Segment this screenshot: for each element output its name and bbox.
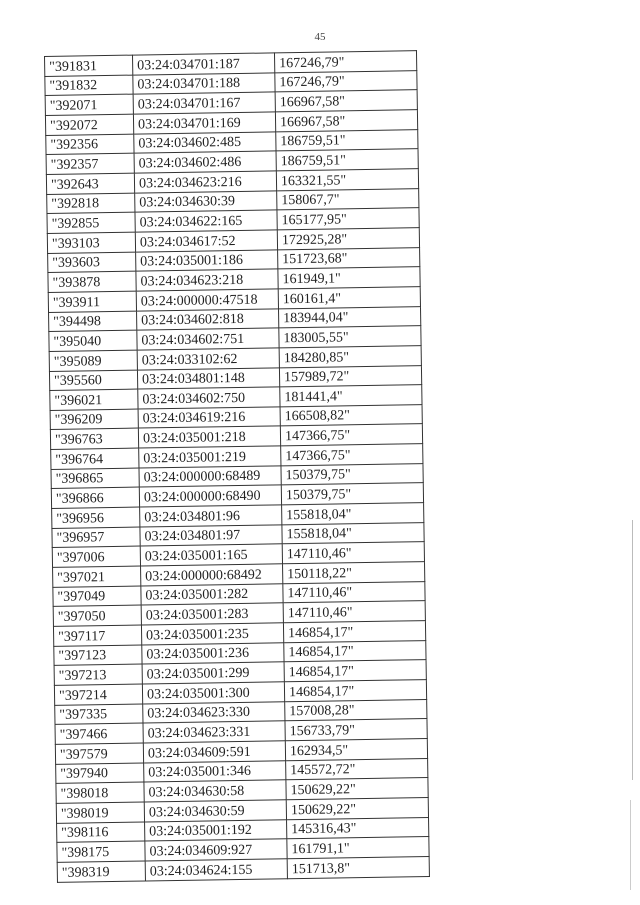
- value-cell: 166967,58": [275, 90, 417, 112]
- cadastral-number-cell: 03:24:034630:59: [144, 800, 286, 822]
- value-cell: 147110,46": [283, 581, 425, 603]
- record-code-cell: "397123: [54, 645, 142, 666]
- value-cell: 183005,55": [279, 326, 421, 348]
- cadastral-number-cell: 03:24:034623:330: [143, 701, 285, 723]
- cadastral-number-cell: 03:24:034623:331: [143, 721, 285, 743]
- cadastral-number-cell: 03:24:035001:218: [138, 426, 280, 448]
- cadastral-number-cell: 03:24:000000:68492: [141, 564, 283, 586]
- value-cell: 161949,1": [278, 267, 420, 289]
- value-cell: 183944,04": [278, 306, 420, 328]
- record-code-cell: "392071: [45, 94, 133, 115]
- value-cell: 147366,75": [281, 444, 423, 466]
- cadastral-number-cell: 03:24:000000:68490: [139, 485, 281, 507]
- record-code-cell: "398019: [56, 802, 144, 823]
- cadastral-number-cell: 03:24:034602:818: [137, 308, 279, 330]
- cadastral-number-cell: 03:24:034624:155: [145, 859, 287, 881]
- cadastral-number-cell: 03:24:034630:39: [135, 190, 277, 212]
- cadastral-number-cell: 03:24:033102:62: [137, 348, 279, 370]
- record-code-cell: "397214: [54, 684, 142, 705]
- value-cell: 150379,75": [281, 483, 423, 505]
- record-code-cell: "396956: [52, 507, 140, 528]
- record-code-cell: "392072: [45, 114, 133, 135]
- record-code-cell: "395040: [49, 330, 137, 351]
- value-cell: 163321,55": [276, 169, 418, 191]
- record-code-cell: "392643: [46, 173, 134, 194]
- cadastral-number-cell: 03:24:035001:346: [144, 760, 286, 782]
- value-cell: 150629,22": [286, 797, 428, 819]
- cadastral-number-cell: 03:24:035001:186: [136, 249, 278, 271]
- value-cell: 145572,72": [286, 758, 428, 780]
- record-code-cell: "395089: [49, 350, 137, 371]
- cadastral-number-cell: 03:24:000000:47518: [136, 289, 278, 311]
- record-code-cell: "391831: [45, 55, 133, 76]
- value-cell: 184280,85": [279, 345, 421, 367]
- record-code-cell: "397466: [55, 723, 143, 744]
- cadastral-number-cell: 03:24:000000:68489: [139, 466, 281, 488]
- record-code-cell: "397213: [54, 664, 142, 685]
- cadastral-number-cell: 03:24:035001:165: [140, 544, 282, 566]
- record-code-cell: "391832: [45, 75, 133, 96]
- cadastral-number-cell: 03:24:034602:485: [134, 131, 276, 153]
- cadastral-number-cell: 03:24:035001:300: [142, 682, 284, 704]
- value-cell: 162934,5": [285, 739, 427, 761]
- value-cell: 156733,79": [285, 719, 427, 741]
- value-cell: 181441,4": [280, 385, 422, 407]
- record-code-cell: "398319: [57, 861, 145, 882]
- value-cell: 160161,4": [278, 286, 420, 308]
- record-code-cell: "397050: [53, 605, 141, 626]
- cadastral-number-cell: 03:24:035001:282: [141, 584, 283, 606]
- record-code-cell: "393878: [48, 271, 136, 292]
- value-cell: 147110,46": [283, 601, 425, 623]
- record-code-cell: "396209: [50, 409, 138, 430]
- cadastral-number-cell: 03:24:034602:486: [134, 151, 276, 173]
- record-code-cell: "398175: [57, 841, 145, 862]
- value-cell: 166508,82": [280, 404, 422, 426]
- record-code-cell: "397335: [55, 704, 143, 725]
- record-code-cell: "395560: [49, 370, 137, 391]
- record-code-cell: "396763: [50, 429, 138, 450]
- value-cell: 146854,17": [284, 640, 426, 662]
- cadastral-number-cell: 03:24:035001:219: [139, 446, 281, 468]
- cadastral-number-cell: 03:24:035001:236: [142, 642, 284, 664]
- record-code-cell: "398018: [56, 782, 144, 803]
- cadastral-number-cell: 03:24:034617:52: [135, 230, 277, 252]
- cadastral-number-cell: 03:24:034623:218: [136, 269, 278, 291]
- cadastral-number-cell: 03:24:034701:169: [133, 112, 275, 134]
- scan-edge-line: [632, 520, 633, 780]
- value-cell: 157008,28": [285, 699, 427, 721]
- value-cell: 167246,79": [275, 70, 417, 92]
- record-code-cell: "392855: [47, 212, 135, 233]
- record-code-cell: "397021: [53, 566, 141, 587]
- record-code-cell: "397117: [53, 625, 141, 646]
- record-code-cell: "397579: [55, 743, 143, 764]
- cadastral-number-cell: 03:24:035001:299: [142, 662, 284, 684]
- cadastral-number-cell: 03:24:034801:96: [140, 505, 282, 527]
- record-code-cell: "392357: [46, 153, 134, 174]
- cadastral-number-cell: 03:24:035001:235: [141, 623, 283, 645]
- cadastral-number-cell: 03:24:034801:97: [140, 525, 282, 547]
- record-code-cell: "394498: [49, 311, 137, 332]
- value-cell: 147366,75": [280, 424, 422, 446]
- value-cell: 146854,17": [284, 660, 426, 682]
- record-code-cell: "396865: [51, 468, 139, 489]
- table-body: [45, 51, 430, 882]
- record-code-cell: "393603: [48, 252, 136, 273]
- value-cell: 150379,75": [281, 463, 423, 485]
- value-cell: 167246,79": [274, 51, 416, 73]
- cadastral-number-cell: 03:24:034609:591: [143, 741, 285, 763]
- value-cell: 186759,51": [276, 129, 418, 151]
- value-cell: 165177,95": [277, 208, 419, 230]
- value-cell: 186759,51": [276, 149, 418, 171]
- cadastral-number-cell: 03:24:034609:927: [145, 839, 287, 861]
- value-cell: 145316,43": [287, 817, 429, 839]
- value-cell: 150118,22": [283, 562, 425, 584]
- cadastral-number-cell: 03:24:035001:192: [145, 819, 287, 841]
- scan-edge-line: [630, 800, 631, 890]
- cadastral-table: [44, 50, 430, 882]
- record-code-cell: "396021: [50, 389, 138, 410]
- value-cell: 155818,04": [282, 522, 424, 544]
- record-code-cell: "397006: [52, 546, 140, 567]
- record-code-cell: "398116: [57, 822, 145, 843]
- value-cell: 151723,68": [278, 247, 420, 269]
- cadastral-number-cell: 03:24:034801:148: [137, 367, 279, 389]
- cadastral-number-cell: 03:24:034701:188: [133, 73, 275, 95]
- value-cell: 155818,04": [282, 503, 424, 525]
- cadastral-number-cell: 03:24:035001:283: [141, 603, 283, 625]
- value-cell: 172925,28": [277, 228, 419, 250]
- record-code-cell: "397049: [53, 586, 141, 607]
- value-cell: 161791,1": [287, 837, 429, 859]
- page-number: 45: [314, 31, 326, 43]
- cadastral-number-cell: 03:24:034630:58: [144, 780, 286, 802]
- record-code-cell: "397940: [56, 763, 144, 784]
- value-cell: 147110,46": [282, 542, 424, 564]
- value-cell: 157989,72": [279, 365, 421, 387]
- record-code-cell: "393103: [47, 232, 135, 253]
- cadastral-number-cell: 03:24:034623:216: [134, 171, 276, 193]
- record-code-cell: "396866: [51, 487, 139, 508]
- cadastral-number-cell: 03:24:034619:216: [138, 407, 280, 429]
- record-code-cell: "396764: [51, 448, 139, 469]
- value-cell: 150629,22": [286, 778, 428, 800]
- cadastral-number-cell: 03:24:034602:750: [138, 387, 280, 409]
- cadastral-number-cell: 03:24:034602:751: [137, 328, 279, 350]
- value-cell: 146854,17": [284, 680, 426, 702]
- value-cell: 158067,7": [277, 188, 419, 210]
- cadastral-number-cell: 03:24:034701:187: [132, 53, 274, 75]
- record-code-cell: "392356: [46, 134, 134, 155]
- value-cell: 166967,58": [275, 110, 417, 132]
- record-code-cell: "392818: [47, 193, 135, 214]
- cadastral-number-cell: 03:24:034701:167: [133, 92, 275, 114]
- record-code-cell: "396957: [52, 527, 140, 548]
- cadastral-number-cell: 03:24:034622:165: [135, 210, 277, 232]
- value-cell: 151713,8": [287, 856, 429, 878]
- record-code-cell: "393911: [48, 291, 136, 312]
- value-cell: 146854,17": [283, 621, 425, 643]
